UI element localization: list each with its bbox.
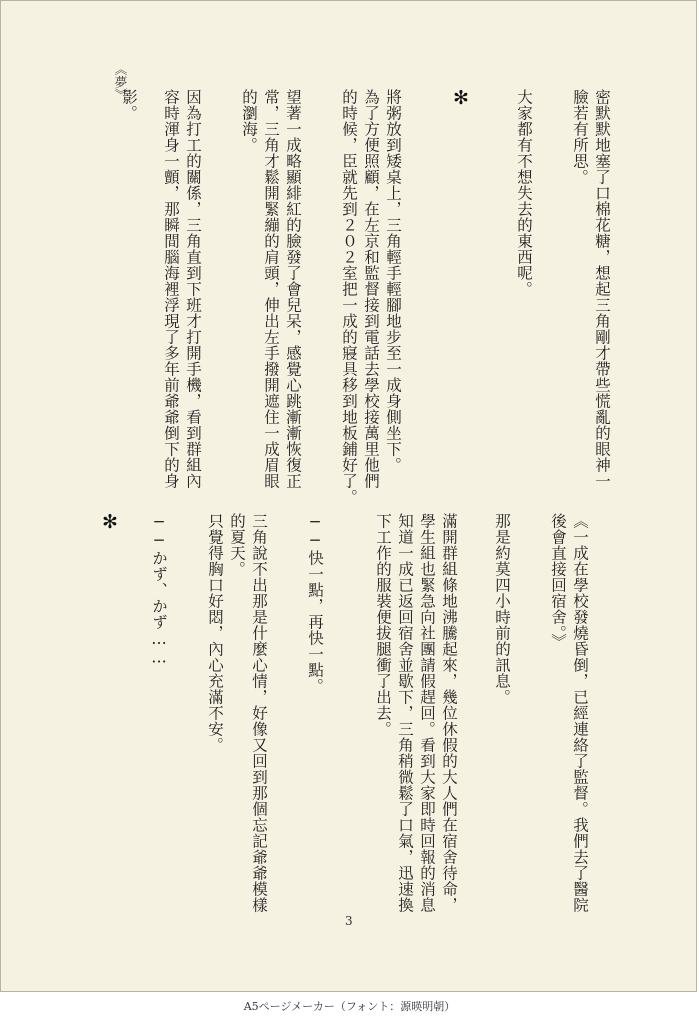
text-column: 滿開群組條地沸騰起來，幾位休假的大人們在宿舍待命，	[440, 513, 458, 913]
text-column: 將粥放到矮桌上，三角輕手輕腳地步至一成身側坐下。	[384, 89, 402, 473]
text-column: 因為打工的關係，三角直到下班才打開手機，看到群組內	[184, 89, 202, 489]
text-column: 密默默地塞了口棉花糖，想起三角剛才帶些慌亂的眼神一	[593, 89, 611, 489]
footer-caption: A5ページメーカー（フォント：源暎明朝）	[243, 1000, 456, 1013]
text-column: 知道一成已返回宿舍並歇下，三角稍微鬆了口氣，迅速換	[396, 513, 414, 913]
text-column: 影。	[120, 89, 138, 121]
scene-break-mark: ✻	[102, 511, 118, 533]
text-column: 那是約莫四小時前的訊息。	[493, 513, 511, 705]
text-column: 臉若有所思。	[571, 89, 589, 185]
text-column: 《一成在學校發燒昏倒，已經連絡了監督。我們去了醫院	[571, 513, 589, 913]
text-column: 大家都有不想失去的東西呢。	[515, 89, 533, 297]
text-column: 學生組也緊急向社團請假趕回。看到大家即時回報的消息	[418, 513, 436, 913]
text-column: 下工作的服裝便拔腿衝了出去。	[374, 513, 392, 737]
text-column: ──かず、かず……	[150, 513, 168, 667]
text-column: 容時渾身一顫，那瞬間腦海裡浮現了多年前爺爺倒下的身	[162, 89, 180, 489]
page-number: 3	[345, 914, 353, 928]
text-column: 為了方便照顧，在左京和監督接到電話去學校接萬里他們	[362, 89, 380, 489]
text-column: 的夏天。	[228, 513, 246, 577]
text-column: 只覺得胸口好悶，內心充滿不安。	[206, 513, 224, 753]
running-head: 《夢》	[113, 63, 128, 101]
text-column: 望著一成略顯緋紅的臉發了會兒呆，感覺心跳漸漸恢復正	[284, 89, 302, 489]
text-column: 的時候，臣就先到２０２室把一成的寢具移到地板鋪好了。	[340, 89, 358, 505]
scene-break-mark: ✻	[453, 87, 469, 109]
text-column: ──快一點，再快一點。	[306, 513, 324, 694]
text-column: 的瀏海。	[240, 89, 258, 153]
text-column: 常，三角才鬆開緊繃的肩頭，伸出左手撥開遮住一成眉眼	[262, 89, 280, 489]
text-column: 後會直接回宿舍。》	[549, 513, 567, 650]
text-column: 三角說不出那是什麼心情，好像又回到那個忘記爺爺模樣	[250, 513, 268, 913]
